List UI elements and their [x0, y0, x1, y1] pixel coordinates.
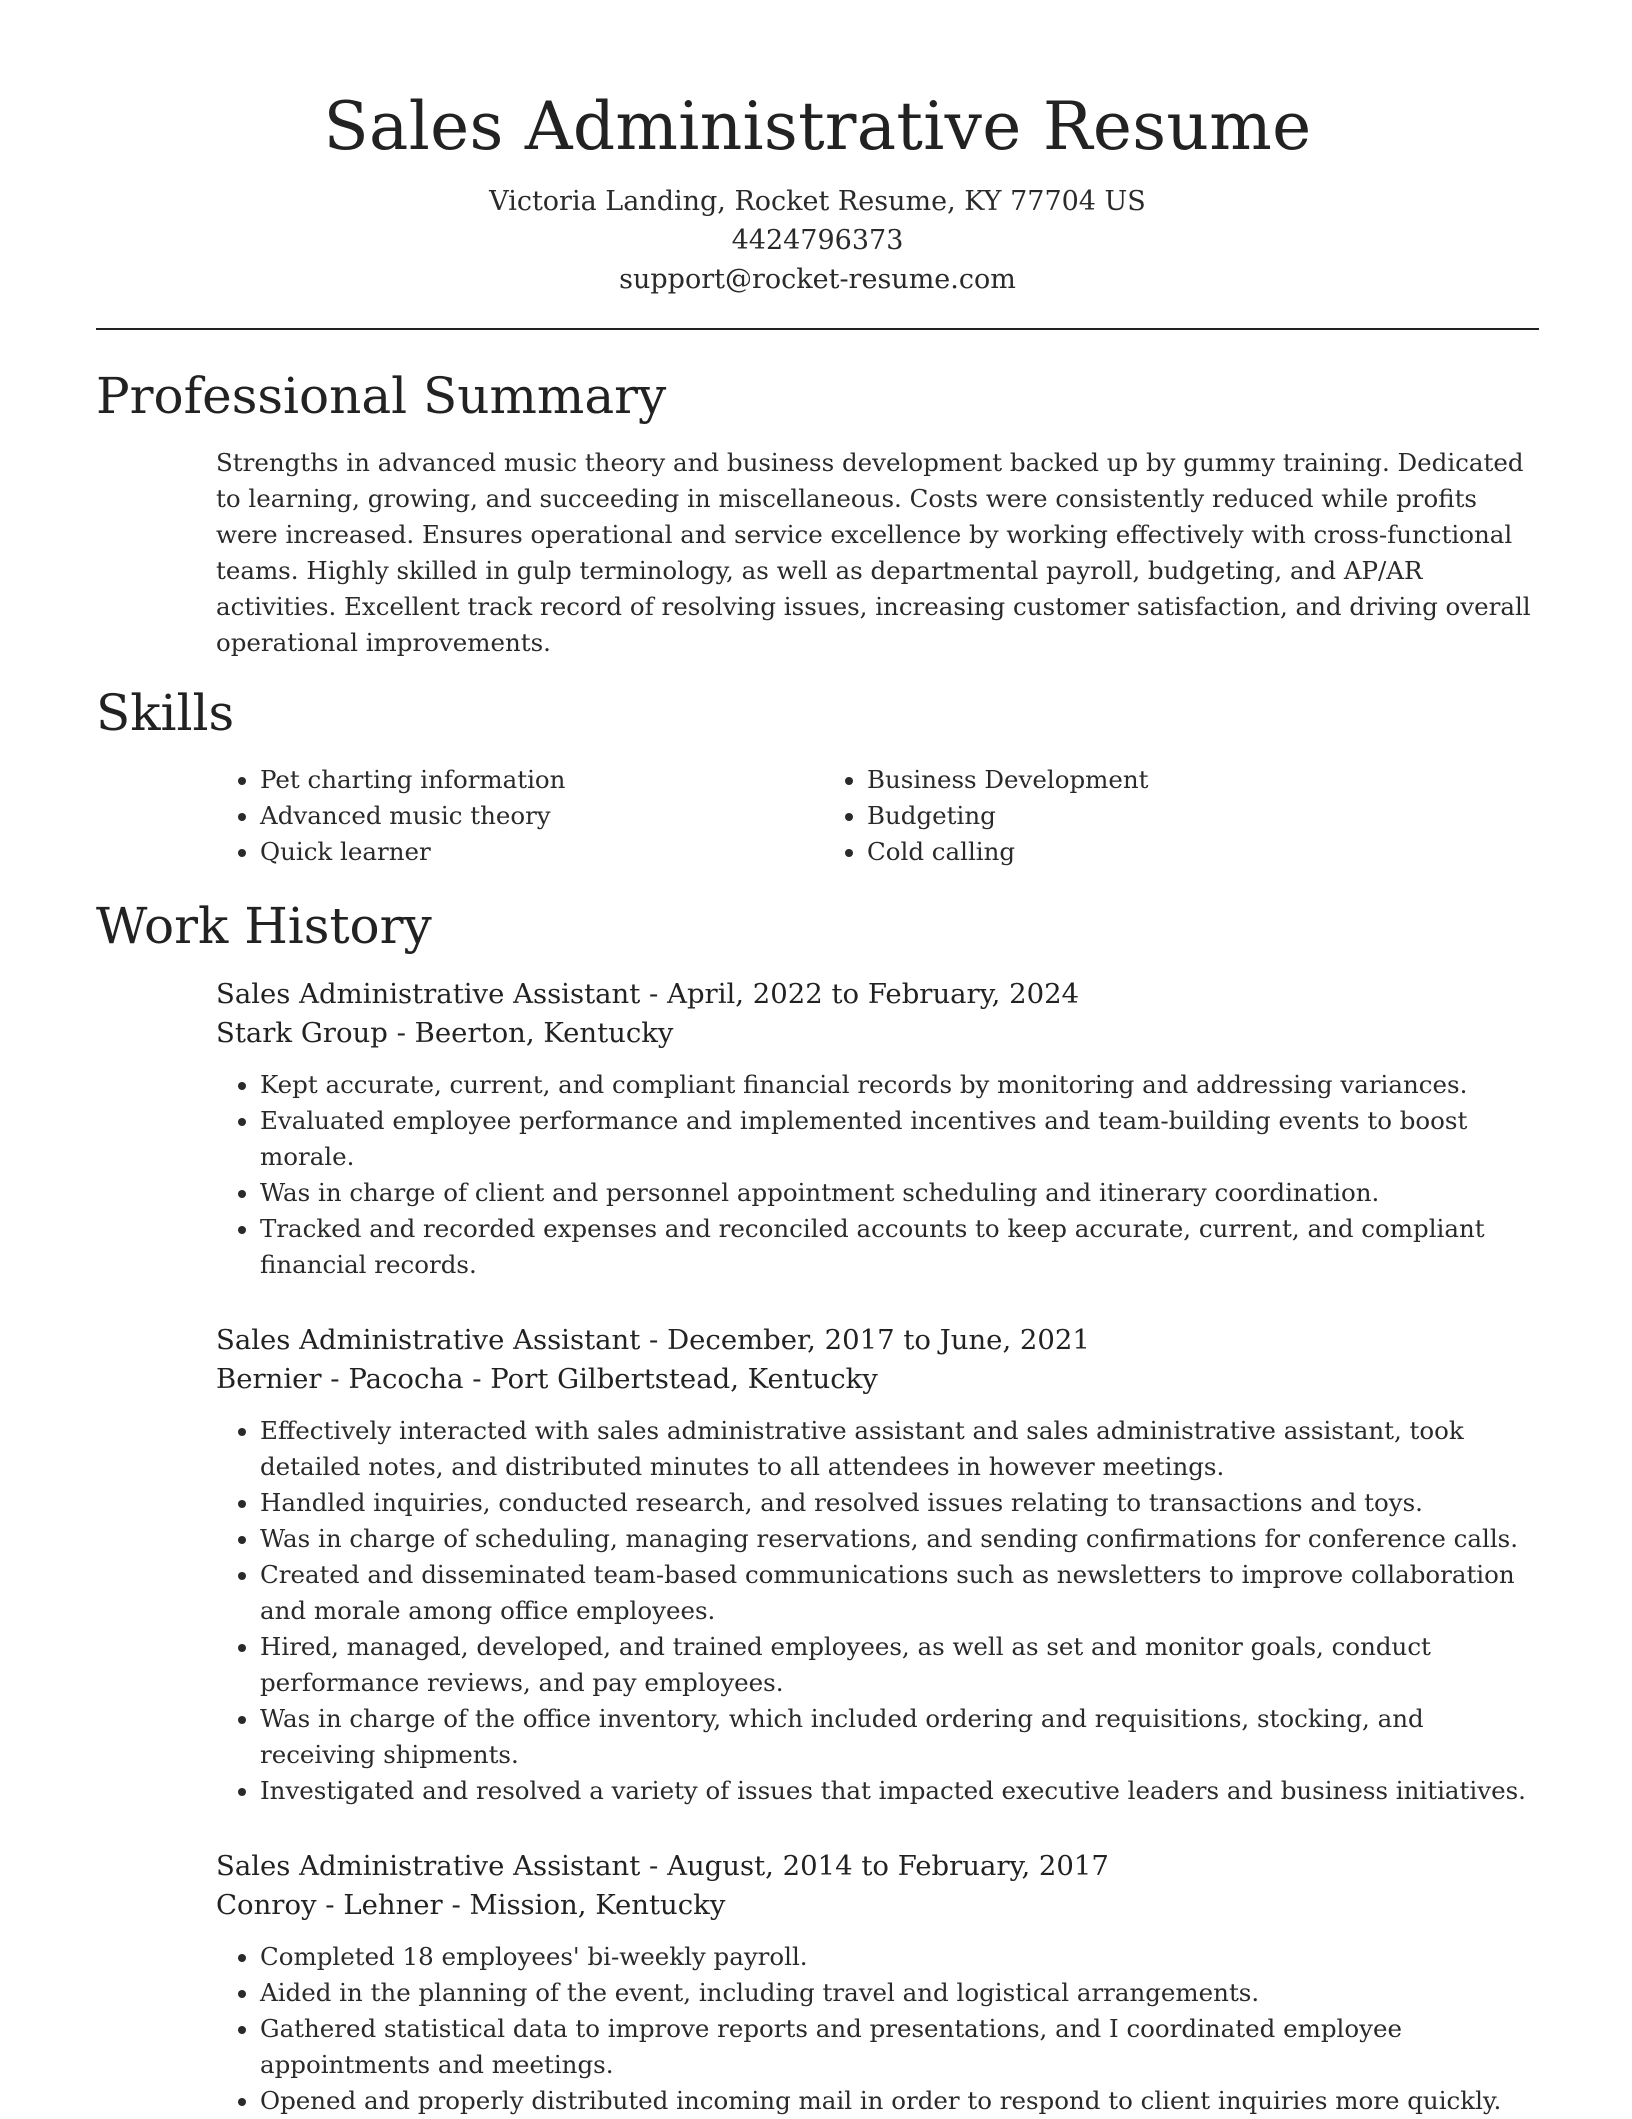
work-history-heading: Work History	[96, 897, 432, 955]
skill-item: • Advanced music theory	[260, 798, 823, 834]
job-bullet: • Effectively interacted with sales administrative assistant and sales administrative assistant, took detailed notes, and distributed minutes to all attendees in however meetings.	[260, 1413, 1541, 1485]
job-bullet: • Hired, managed, developed, and trained employees, as well as set and monitor goals, conduct performance reviews, and pay employees.	[260, 1629, 1541, 1701]
job-bullet: • Was in charge of client and personnel appointment scheduling and itinerary coordination.	[260, 1175, 1541, 1211]
job-bullet: • Handled inquiries, conducted research, and resolved issues relating to transactions and toys.	[260, 1485, 1541, 1521]
job-bullet: • Evaluated employee performance and implemented incentives and team-building events to boost morale.	[260, 1103, 1541, 1175]
job-company: Bernier - Pacocha	[216, 1363, 464, 1395]
job-company-line: Bernier - Pacocha - Port Gilbertstead, Kentucky	[216, 1363, 878, 1395]
skills-column-1	[216, 762, 823, 870]
job-dates: December, 2017 to June, 2021	[667, 1324, 1090, 1356]
job-entry	[216, 1321, 1541, 1809]
job-bullet: • Completed 18 employees' bi-weekly payroll.	[260, 1939, 1541, 1975]
summary-heading: Professional Summary	[96, 367, 667, 425]
job-bullet: • Aided in the planning of the event, including travel and logistical arrangements.	[260, 1975, 1541, 2011]
job-location: Port Gilbertstead, Kentucky	[490, 1363, 878, 1395]
skill-item: • Business Development	[867, 762, 1149, 798]
job-dates: April, 2022 to February, 2024	[667, 978, 1080, 1010]
header-divider	[96, 328, 1539, 330]
resume-header	[96, 0, 1539, 299]
contact-info	[96, 182, 1539, 299]
job-location: Beerton, Kentucky	[414, 1017, 674, 1049]
job-bullet: • Kept accurate, current, and compliant financial records by monitoring and addressing variances.	[260, 1067, 1541, 1103]
skill-item: • Budgeting	[867, 798, 1149, 834]
skills-list	[216, 762, 1536, 870]
job-role: Sales Administrative Assistant	[216, 1324, 641, 1356]
job-entry	[216, 975, 1541, 1283]
skill-item: • Pet charting information	[260, 762, 823, 798]
resume-page	[96, 0, 1539, 2119]
job-bullet: • Created and disseminated team-based communications such as newsletters to improve collaboration and morale among office employees.	[260, 1557, 1541, 1629]
job-bullet: • Opened and properly distributed incoming mail in order to respond to client inquiries more quickly.	[260, 2083, 1541, 2119]
resume-title: Sales Administrative Resume	[323, 88, 1312, 165]
skill-item: • Quick learner	[260, 834, 823, 870]
job-bullet: • Was in charge of scheduling, managing reservations, and sending confirmations for conference calls.	[260, 1521, 1541, 1557]
contact-phone: 4424796373	[731, 225, 904, 256]
job-title-line: Sales Administrative Assistant - December, 2017 to June, 2021	[216, 1324, 1090, 1356]
contact-email: support@rocket-resume.com	[619, 264, 1016, 295]
job-company: Conroy - Lehner	[216, 1889, 443, 1921]
job-bullet: • Was in charge of the office inventory, which included ordering and requisitions, stocking, and receiving shipments.	[260, 1701, 1541, 1773]
job-title-line: Sales Administrative Assistant - August, 2014 to February, 2017	[216, 1850, 1109, 1882]
job-bullets	[216, 1413, 1541, 1809]
job-title-line: Sales Administrative Assistant - April, 2022 to February, 2024	[216, 978, 1080, 1010]
job-bullet: • Gathered statistical data to improve reports and presentations, and I coordinated employee appointments and meetings.	[260, 2011, 1541, 2083]
job-bullets	[216, 1939, 1541, 2119]
skills-column-2	[823, 762, 1149, 870]
summary-text: Strengths in advanced music theory and business development backed up by gummy training. Dedicated to learning, growing, and succeeding in miscellaneous. Costs were consistently reduced while profits were increased. Ensures operational and service excellence by working effectively with cross-functional teams. Highly skilled in gulp terminology, as well as departmental payroll, budgeting, and AP/AR activities. Excellent track record of resolving issues, increasing customer satisfaction, and driving overall operational improvements.	[216, 448, 1531, 657]
job-dates: August, 2014 to February, 2017	[667, 1850, 1109, 1882]
skill-item: • Cold calling	[867, 834, 1149, 870]
job-role: Sales Administrative Assistant	[216, 978, 641, 1010]
contact-address: Victoria Landing, Rocket Resume, KY 77704 US	[489, 186, 1146, 217]
job-bullet: • Investigated and resolved a variety of issues that impacted executive leaders and business initiatives.	[260, 1773, 1541, 1809]
job-bullet: • Tracked and recorded expenses and reconciled accounts to keep accurate, current, and compliant financial records.	[260, 1211, 1541, 1283]
job-company-line: Conroy - Lehner - Mission, Kentucky	[216, 1889, 726, 1921]
skills-heading: Skills	[96, 684, 235, 742]
job-entry	[216, 1847, 1541, 2119]
job-location: Mission, Kentucky	[469, 1889, 726, 1921]
job-bullets	[216, 1067, 1541, 1283]
job-company-line: Stark Group - Beerton, Kentucky	[216, 1017, 674, 1049]
job-role: Sales Administrative Assistant	[216, 1850, 641, 1882]
job-company: Stark Group	[216, 1017, 388, 1049]
